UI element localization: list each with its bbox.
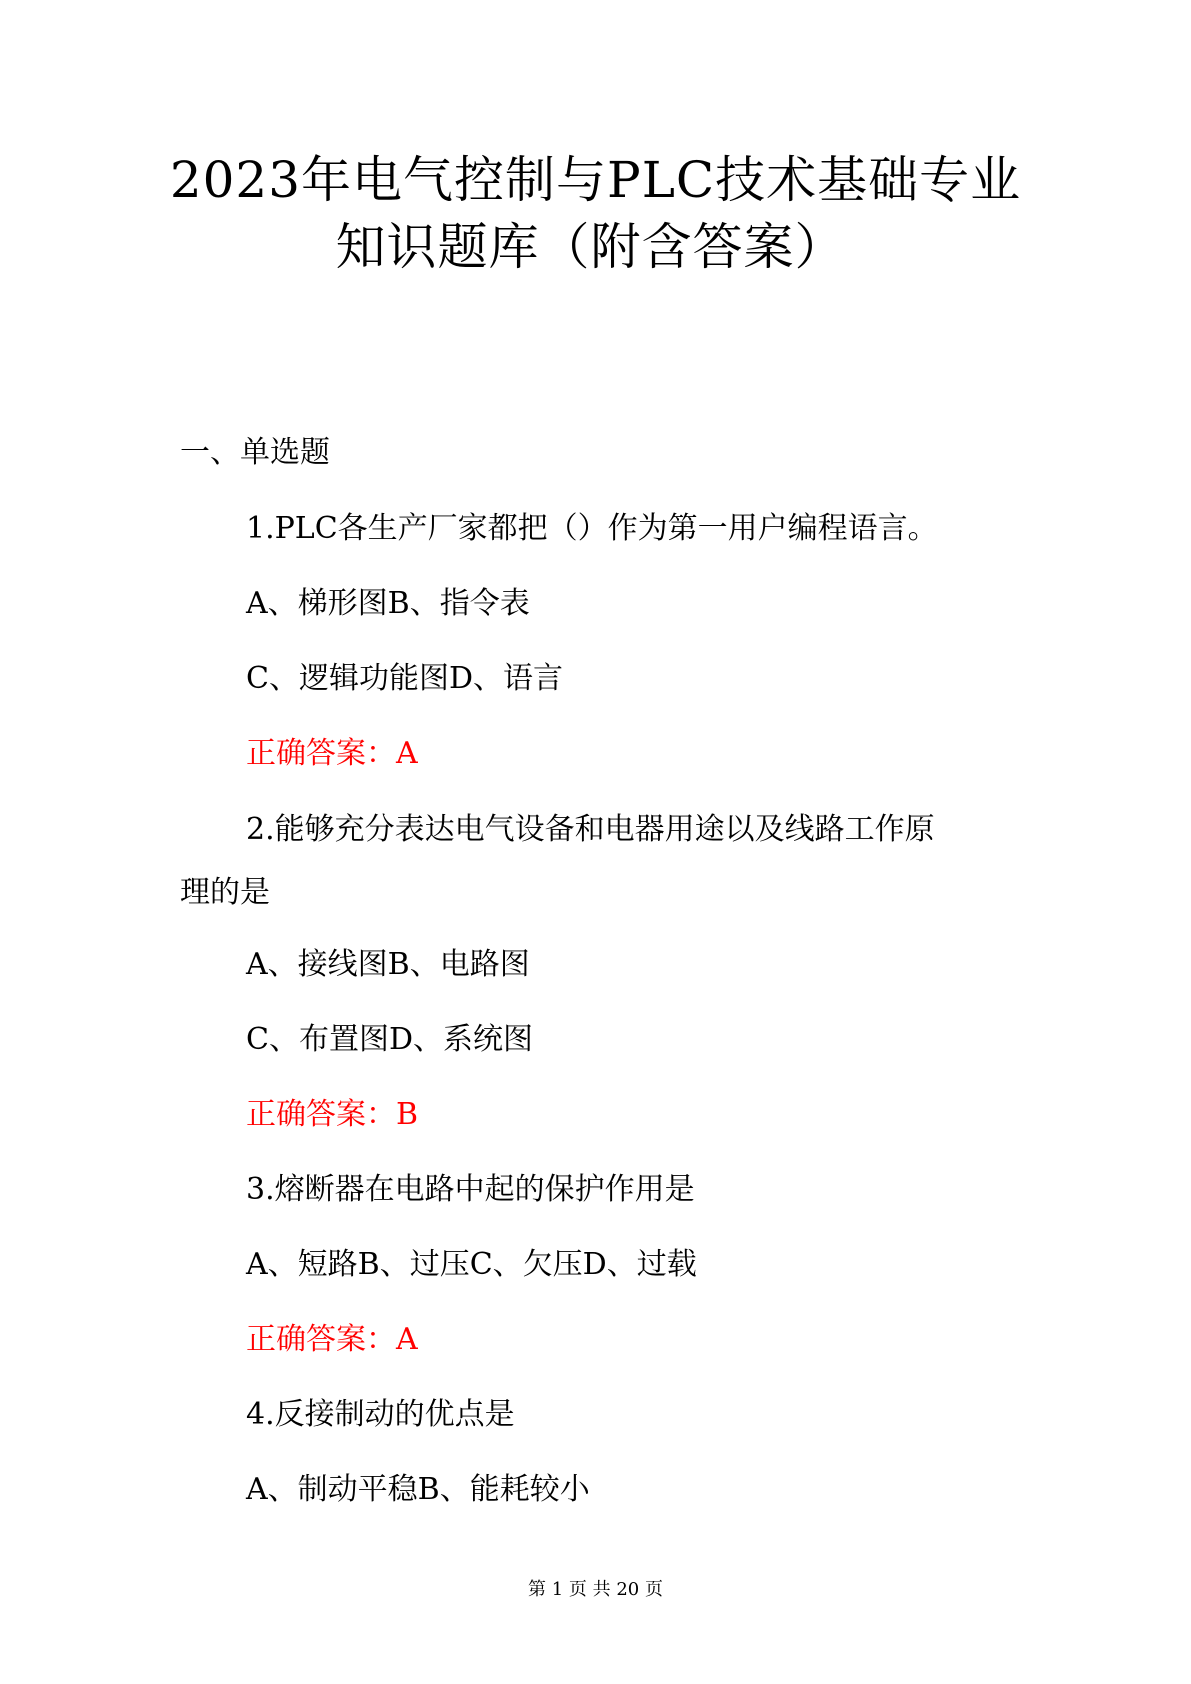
question-4-option-ab: A、制动平稳B、能耗较小 (246, 1472, 590, 1507)
question-1-stem: 1.PLC各生产厂家都把（）作为第一用户编程语言。 (246, 511, 938, 546)
question-2-answer: 正确答案：B (246, 1097, 419, 1132)
question-4-stem: 4.反接制动的优点是 (246, 1397, 515, 1432)
question-1-option-cd: C、逻辑功能图D、语言 (246, 661, 564, 696)
question-3-stem: 3.熔断器在电路中起的保护作用是 (246, 1172, 695, 1207)
page-footer: 第 1 页 共 20 页 (528, 1579, 663, 1600)
document-title-line-2: 知识题库（附含答案） (335, 218, 846, 276)
question-2-stem-line-2: 理的是 (180, 875, 270, 910)
section-heading: 一、单选题 (180, 435, 330, 470)
question-1-answer: 正确答案：A (246, 736, 418, 771)
question-3-answer: 正确答案：A (246, 1322, 418, 1357)
question-2-stem-line-1: 2.能够充分表达电气设备和电器用途以及线路工作原 (246, 812, 935, 847)
question-3-options: A、短路B、过压C、欠压D、过载 (246, 1247, 697, 1282)
question-1-option-ab: A、梯形图B、指令表 (246, 586, 530, 621)
question-2-option-cd: C、布置图D、系统图 (246, 1022, 534, 1057)
document-title-line-1: 2023年电气控制与PLC技术基础专业 (169, 151, 1022, 209)
question-2-option-ab: A、接线图B、电路图 (246, 947, 530, 982)
